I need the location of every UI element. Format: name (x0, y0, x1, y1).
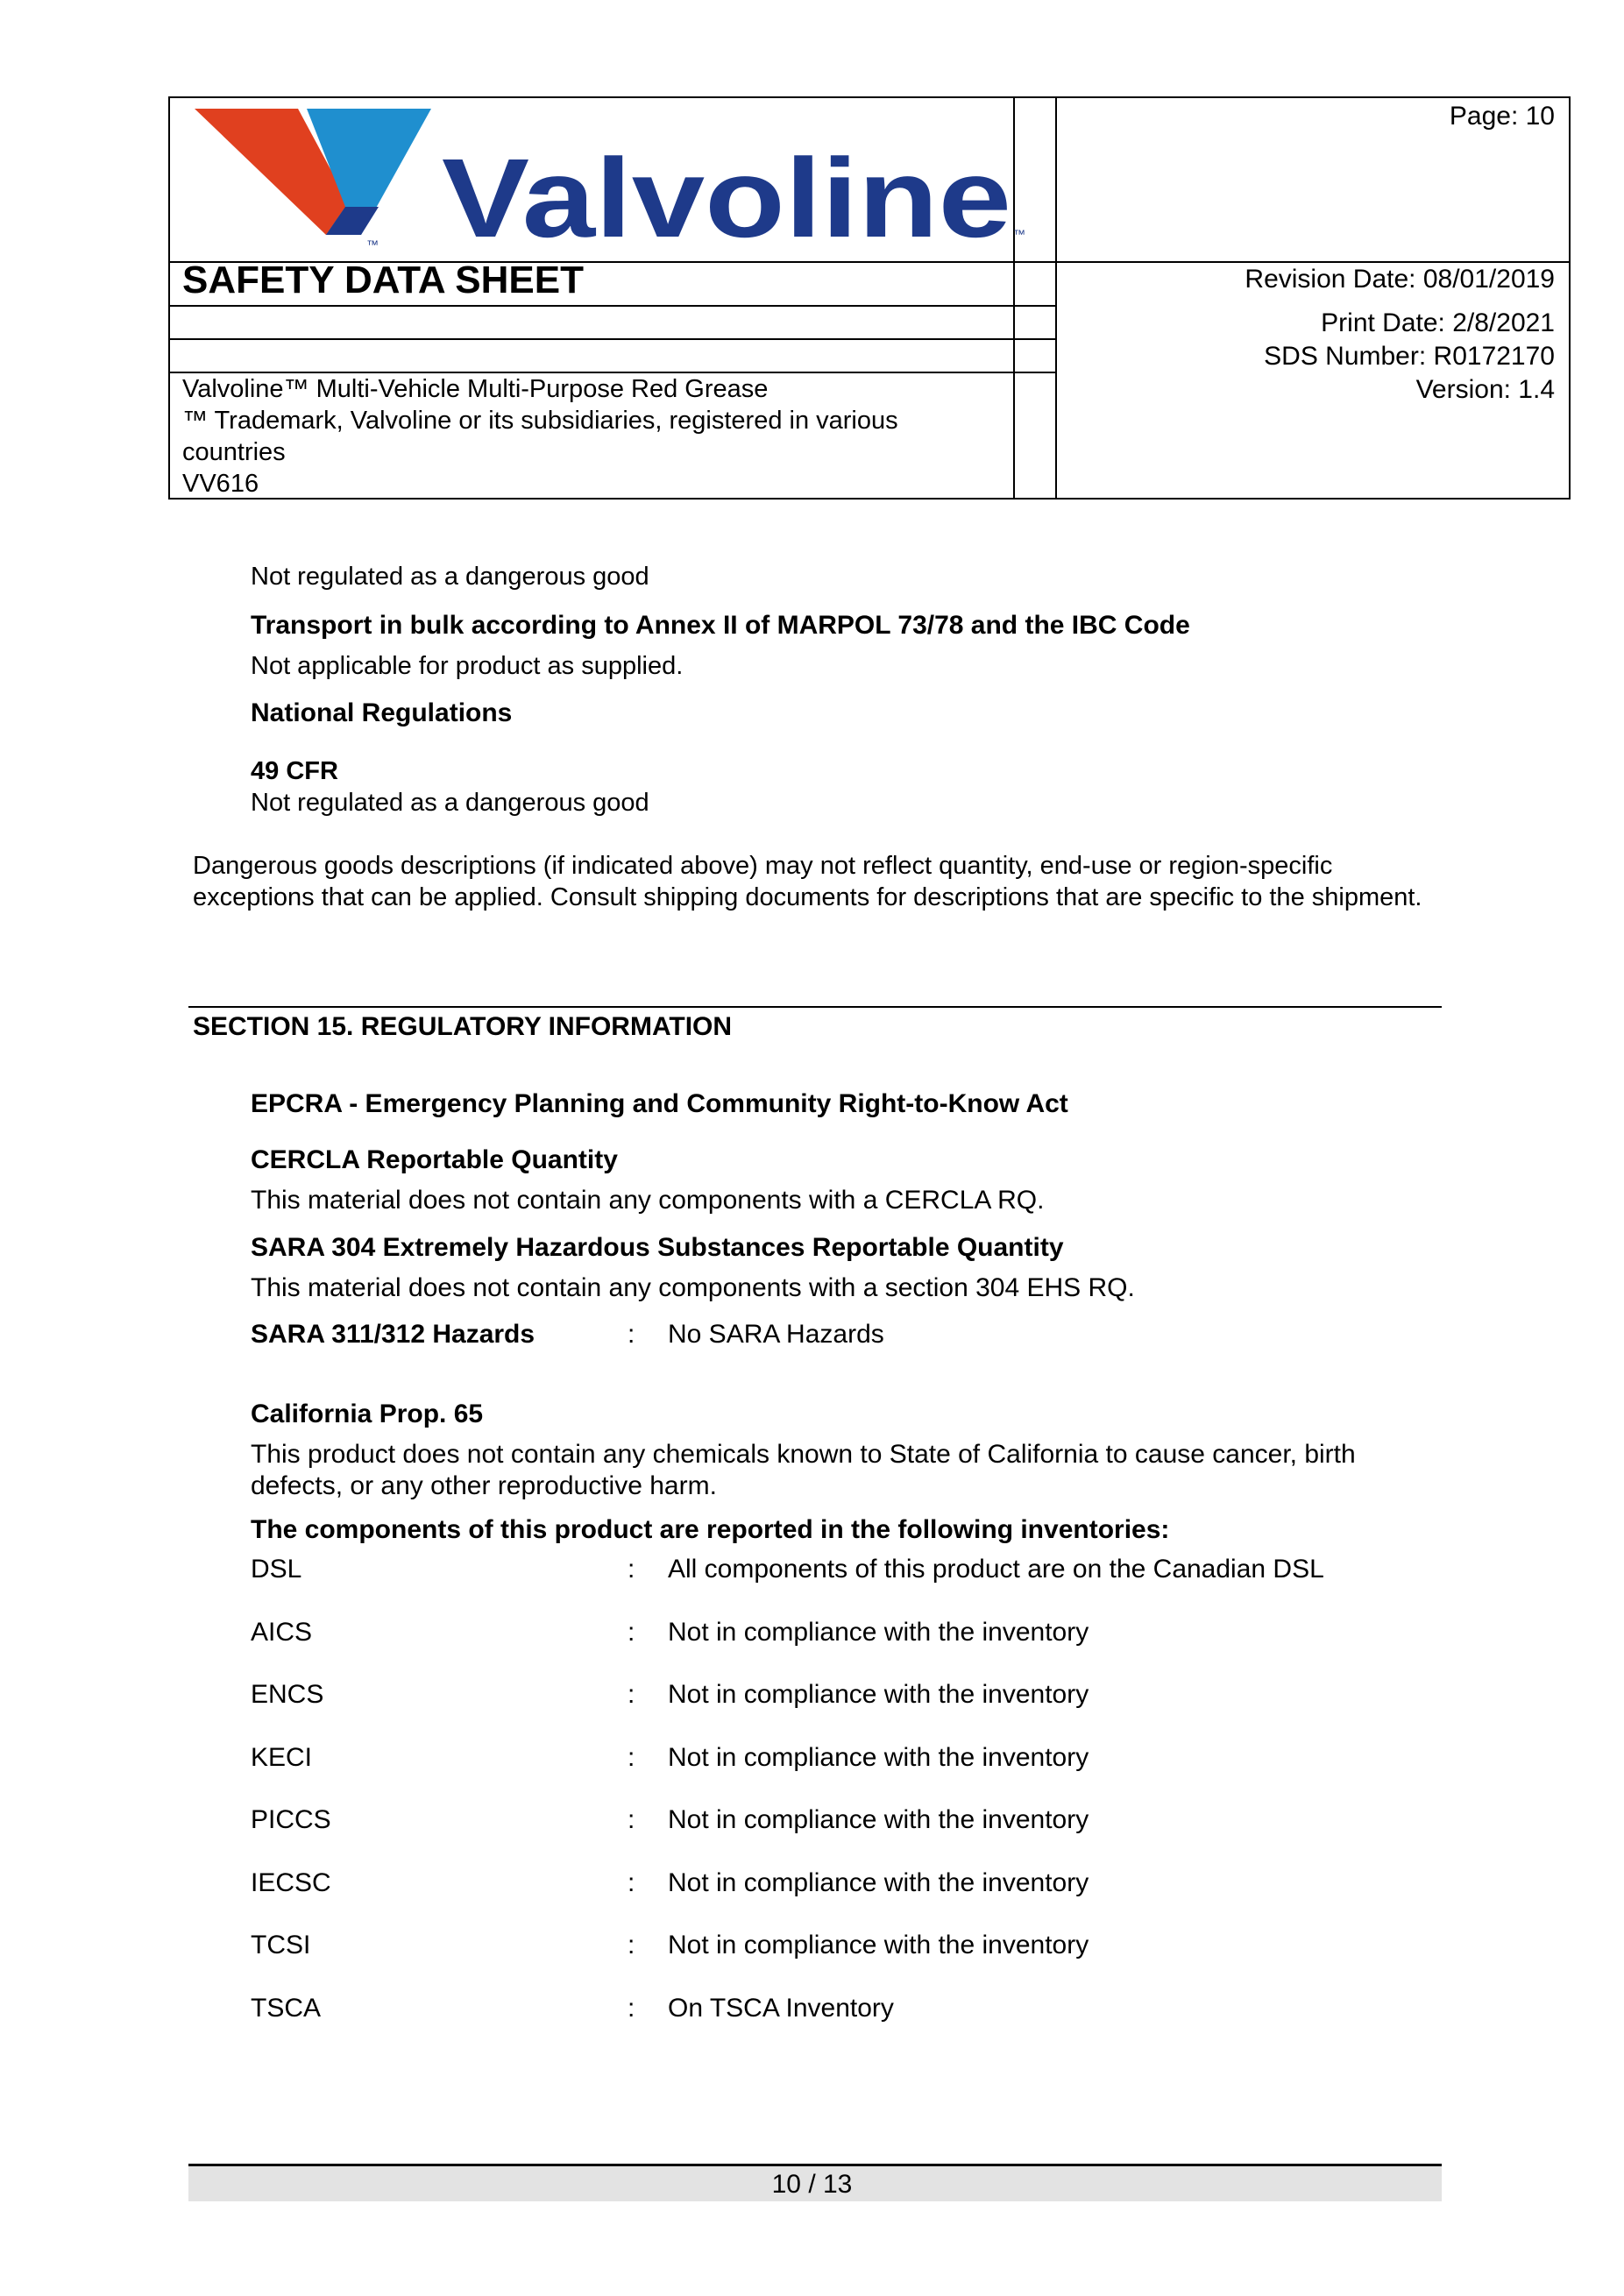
sara304-heading: SARA 304 Extremely Hazardous Substances Reportable Quantity (251, 1233, 1064, 1262)
trademark-note: ™ Trademark, Valvoline or its subsidiaries, registered in various countries (182, 407, 898, 466)
footer-rule (188, 2164, 1442, 2166)
inventory-colon: : (628, 1994, 635, 2023)
inventory-value: Not in compliance with the inventory (668, 1680, 1089, 1709)
header-rule (1055, 261, 1569, 263)
inventory-label: AICS (251, 1618, 313, 1647)
product-code: VV616 (182, 470, 259, 498)
inventory-value: On TSCA Inventory (668, 1994, 894, 2023)
inventory-label: TCSI (251, 1931, 311, 1959)
inventory-label: IECSC (251, 1868, 331, 1897)
inventory-colon: : (628, 1555, 635, 1584)
not-regulated-text: Not regulated as a dangerous good (251, 563, 649, 591)
prop65-text: This product does not contain any chemicals known to State of California to cause cancer, birth defects, or any other reproductive harm. (251, 1440, 1356, 1500)
sds-number: SDS Number: R0172170 (1264, 342, 1555, 371)
inventory-value: Not in compliance with the inventory (668, 1743, 1089, 1772)
page-number: 10 / 13 (771, 2170, 853, 2199)
svg-text:™: ™ (366, 237, 379, 252)
product-name: Valvoline™ Multi-Vehicle Multi-Purpose Red Grease (182, 375, 769, 403)
inventory-colon: : (628, 1743, 635, 1772)
sara311-colon: : (628, 1320, 635, 1349)
sara311-value: No SARA Hazards (668, 1320, 884, 1349)
svg-text:Valvoline: Valvoline (442, 136, 1011, 252)
inventory-colon: : (628, 1680, 635, 1709)
section-15-title: SECTION 15. REGULATORY INFORMATION (193, 1012, 733, 1041)
page-indicator: Page: 10 (1449, 102, 1555, 131)
header-table (168, 96, 1571, 500)
inventory-label: DSL (251, 1555, 302, 1584)
epcra-heading: EPCRA - Emergency Planning and Community Right-to-Know Act (251, 1089, 1068, 1118)
print-date: Print Date: 2/8/2021 (1321, 308, 1555, 337)
revision-date: Revision Date: 08/01/2019 (1245, 265, 1555, 294)
inventory-value: Not in compliance with the inventory (668, 1868, 1089, 1897)
inventory-colon: : (628, 1931, 635, 1959)
bulk-transport-heading: Transport in bulk according to Annex II of MARPOL 73/78 and the IBC Code (251, 611, 1190, 640)
valvoline-logo (195, 103, 1176, 252)
cfr-text: Not regulated as a dangerous good (251, 789, 649, 817)
bulk-transport-text: Not applicable for product as supplied. (251, 652, 684, 680)
national-regulations-heading: National Regulations (251, 698, 513, 727)
inventory-value: Not in compliance with the inventory (668, 1618, 1089, 1647)
document-title: SAFETY DATA SHEET (182, 259, 584, 301)
inventory-value: Not in compliance with the inventory (668, 1805, 1089, 1834)
inventory-colon: : (628, 1618, 635, 1647)
cfr-heading: 49 CFR (251, 757, 338, 785)
product-info (182, 373, 1006, 500)
prop65-heading: California Prop. 65 (251, 1400, 484, 1428)
inventory-colon: : (628, 1868, 635, 1897)
svg-text:™: ™ (1013, 227, 1025, 241)
version: Version: 1.4 (1415, 375, 1555, 404)
header-rule (170, 305, 1055, 307)
inventory-value: All components of this product are on the Canadian DSL (668, 1555, 1324, 1584)
header-rule (170, 338, 1055, 340)
sara311-label: SARA 311/312 Hazards (251, 1320, 535, 1349)
sara304-text: This material does not contain any components with a section 304 EHS RQ. (251, 1273, 1135, 1302)
section-rule (188, 1006, 1442, 1008)
inventory-label: ENCS (251, 1680, 324, 1709)
inventory-label: PICCS (251, 1805, 331, 1834)
cercla-text: This material does not contain any components with a CERCLA RQ. (251, 1186, 1045, 1215)
inventory-label: KECI (251, 1743, 313, 1772)
inventory-label: TSCA (251, 1994, 322, 2023)
inventory-colon: : (628, 1805, 635, 1834)
inventories-heading: The components of this product are reported in the following inventories: (251, 1515, 1170, 1544)
dangerous-goods-disclaimer: Dangerous goods descriptions (if indicated above) may not reflect quantity, end-use or region-specific exceptions that can be applied. Consult shipping documents for descriptions that are specific to the shipment. (193, 852, 1422, 911)
inventory-value: Not in compliance with the inventory (668, 1931, 1089, 1959)
cercla-heading: CERCLA Reportable Quantity (251, 1145, 618, 1174)
